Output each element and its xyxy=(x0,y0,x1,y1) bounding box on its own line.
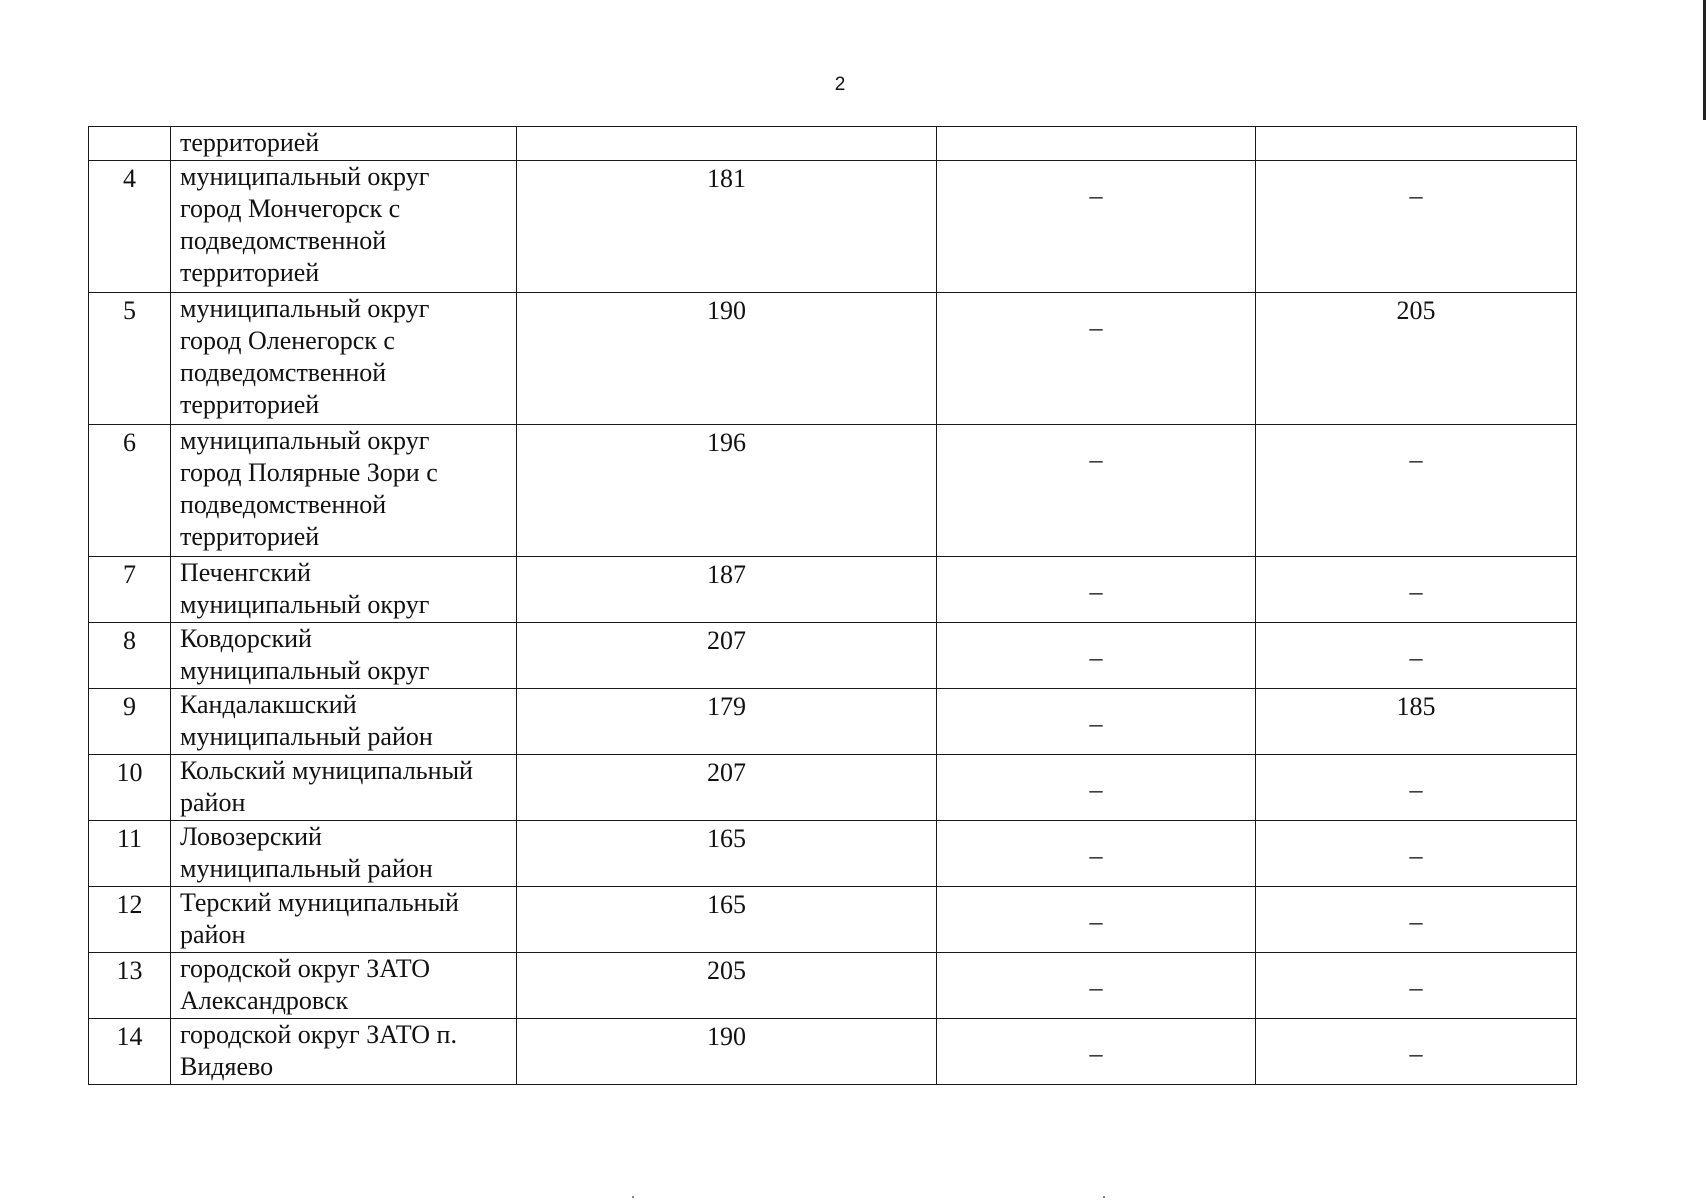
row-col4-cell xyxy=(937,127,1256,161)
row-col4-cell: _ xyxy=(937,557,1256,623)
row-name-line: Терский муниципальный xyxy=(180,888,459,917)
row-col5-cell: _ xyxy=(1256,1019,1577,1085)
row-name-line: район xyxy=(180,788,246,817)
row-col5-cell: _ xyxy=(1256,821,1577,887)
row-number-cell: 4 xyxy=(89,161,171,293)
row-col5-cell: _ xyxy=(1256,755,1577,821)
row-col3-cell: 190 xyxy=(517,1019,937,1085)
row-col3-cell: 207 xyxy=(517,755,937,821)
row-col3-cell: 196 xyxy=(517,425,937,557)
row-name-line: городской округ ЗАТО п. xyxy=(180,1020,457,1049)
row-col3-cell: 187 xyxy=(517,557,937,623)
row-col3-cell: 207 xyxy=(517,623,937,689)
row-col4-cell: _ xyxy=(937,623,1256,689)
table-row xyxy=(89,293,1577,425)
row-col3-cell: 165 xyxy=(517,821,937,887)
row-col4-cell: _ xyxy=(937,161,1256,293)
row-number-cell: 5 xyxy=(89,293,171,425)
table-row xyxy=(89,887,1577,953)
row-col4-cell: _ xyxy=(937,821,1256,887)
row-number-cell: 10 xyxy=(89,755,171,821)
row-number-cell xyxy=(89,127,171,161)
row-col3-cell xyxy=(517,127,937,161)
row-name-cell xyxy=(171,293,517,425)
row-name-cell xyxy=(171,127,517,161)
row-name-cell xyxy=(171,557,517,623)
row-col4-cell: _ xyxy=(937,1019,1256,1085)
row-name-line: муниципальный округ xyxy=(180,294,430,323)
table-row xyxy=(89,557,1577,623)
row-col4-cell: _ xyxy=(937,755,1256,821)
row-name-cell xyxy=(171,953,517,1019)
row-name-cell xyxy=(171,1019,517,1085)
table-row-continued xyxy=(89,127,1577,161)
row-name-cell xyxy=(171,161,517,293)
row-name-line: город Мончегорск с xyxy=(180,194,401,223)
row-name-line: Кольский муниципальный xyxy=(180,756,473,785)
row-col4-cell: _ xyxy=(937,689,1256,755)
row-col3-cell: 179 xyxy=(517,689,937,755)
row-name-cell xyxy=(171,623,517,689)
page-number: 2 xyxy=(834,74,846,95)
row-col5-cell: _ xyxy=(1256,887,1577,953)
row-col3-cell: 205 xyxy=(517,953,937,1019)
row-name-line: район xyxy=(180,920,246,949)
row-name-line: муниципальный округ xyxy=(180,590,430,619)
row-name-line: муниципальный район xyxy=(180,722,433,751)
row-name-line: подведомственной xyxy=(180,226,387,255)
row-col4-cell: _ xyxy=(937,953,1256,1019)
row-col5-cell: _ xyxy=(1256,623,1577,689)
row-name-line: муниципальный округ xyxy=(180,162,430,191)
row-name-line: территорией xyxy=(180,390,320,419)
row-number-cell: 11 xyxy=(89,821,171,887)
row-col3-cell: 190 xyxy=(517,293,937,425)
row-col5-cell xyxy=(1256,127,1577,161)
row-col5-cell: _ xyxy=(1256,953,1577,1019)
row-col3-cell: 165 xyxy=(517,887,937,953)
row-number-cell: 9 xyxy=(89,689,171,755)
row-col5-cell: _ xyxy=(1256,557,1577,623)
table-row xyxy=(89,1019,1577,1085)
row-name-line: муниципальный район xyxy=(180,854,433,883)
row-name-line: Печенгский xyxy=(180,558,311,587)
row-col5-cell: _ xyxy=(1256,425,1577,557)
row-name-line: Видяево xyxy=(180,1052,274,1081)
row-number-cell: 7 xyxy=(89,557,171,623)
row-name-cell xyxy=(171,821,517,887)
row-name-line: Кандалакшский xyxy=(180,690,357,719)
table-row xyxy=(89,821,1577,887)
row-name-line: город Полярные Зори с xyxy=(180,458,438,487)
table-row xyxy=(89,161,1577,293)
row-number-cell: 8 xyxy=(89,623,171,689)
row-col4-cell: _ xyxy=(937,425,1256,557)
row-name-line: подведомственной xyxy=(180,490,387,519)
row-name-cell xyxy=(171,689,517,755)
row-name-line: территорией xyxy=(180,128,320,157)
row-col4-cell: _ xyxy=(937,887,1256,953)
table-row xyxy=(89,425,1577,557)
row-number-cell: 12 xyxy=(89,887,171,953)
row-col4-cell: _ xyxy=(937,293,1256,425)
row-col5-cell: 185 xyxy=(1256,689,1577,755)
row-col5-cell: 205 xyxy=(1256,293,1577,425)
row-name-cell xyxy=(171,755,517,821)
municipal-table xyxy=(88,126,1577,1085)
row-name-line: город Оленегорск с xyxy=(180,326,395,355)
scan-speck xyxy=(1103,1196,1105,1198)
table-body xyxy=(89,127,1577,1085)
row-name-line: территорией xyxy=(180,258,320,287)
table-row xyxy=(89,755,1577,821)
row-name-line: Александровск xyxy=(180,986,349,1015)
row-name-cell xyxy=(171,425,517,557)
row-col3-cell: 181 xyxy=(517,161,937,293)
row-number-cell: 13 xyxy=(89,953,171,1019)
row-number-cell: 14 xyxy=(89,1019,171,1085)
row-name-line: муниципальный округ xyxy=(180,426,430,455)
row-name-line: Ковдорский xyxy=(180,624,312,653)
row-name-line: подведомственной xyxy=(180,358,387,387)
row-name-cell xyxy=(171,887,517,953)
row-name-line: Ловозерский xyxy=(180,822,322,851)
table-row xyxy=(89,623,1577,689)
row-name-line: территорией xyxy=(180,522,320,551)
row-name-line: городской округ ЗАТО xyxy=(180,954,431,983)
table-row xyxy=(89,689,1577,755)
scan-speck xyxy=(632,1196,634,1198)
row-col5-cell: _ xyxy=(1256,161,1577,293)
row-name-line: муниципальный округ xyxy=(180,656,430,685)
table-row xyxy=(89,953,1577,1019)
row-number-cell: 6 xyxy=(89,425,171,557)
